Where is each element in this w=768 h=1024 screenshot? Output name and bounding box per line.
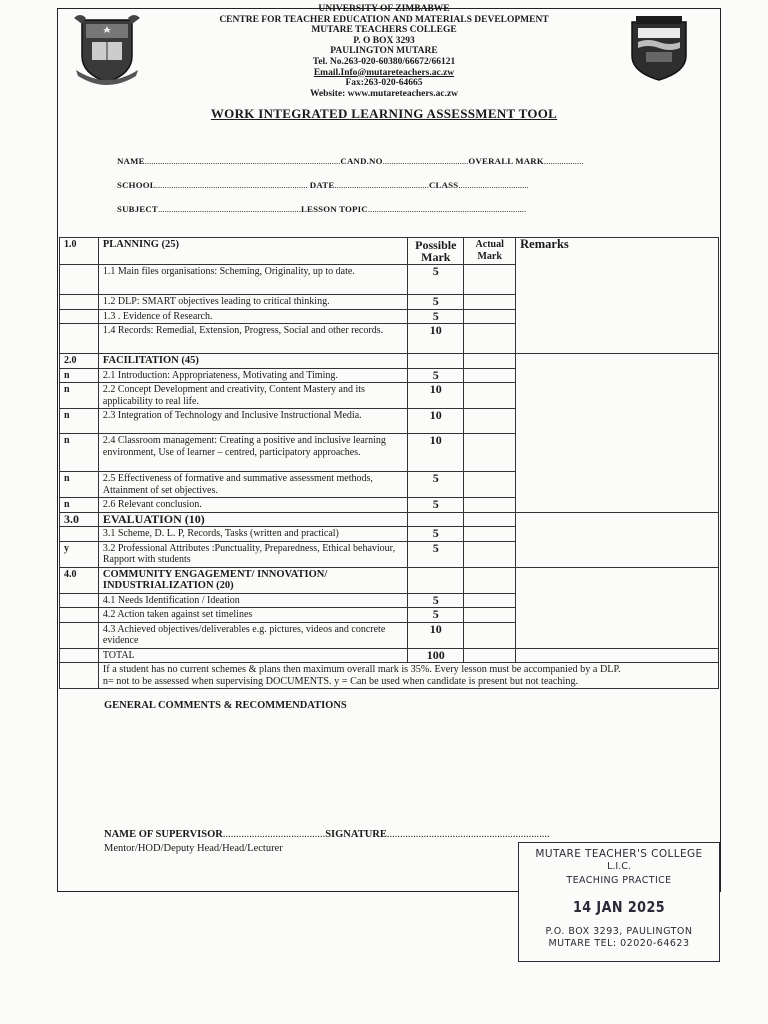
section-title-evaluation: EVALUATION (10) xyxy=(98,512,407,527)
actual-mark-cell[interactable] xyxy=(464,593,516,608)
assessment-flag xyxy=(60,527,99,542)
possible-mark: 5 xyxy=(408,541,464,567)
stamp-lic: L.I.C. xyxy=(607,861,631,872)
assessment-flag: n xyxy=(60,498,99,513)
actual-mark-cell[interactable] xyxy=(464,324,516,354)
possible-mark: 5 xyxy=(408,472,464,498)
website: Website: www.mutareteachers.ac.zw xyxy=(309,88,459,99)
name-label: NAME xyxy=(117,156,145,166)
table-row xyxy=(60,567,719,593)
criterion-text: 1.1 Main files organisations: Scheming, Originality, up to date. xyxy=(98,265,407,295)
form-title: WORK INTEGRATED LEARNING ASSESSMENT TOOL xyxy=(210,106,558,121)
field-row-name: NAME.........................................................................................CAND.NO.......................................OVERALL MARK.................. xyxy=(117,156,584,166)
table-row xyxy=(60,238,719,265)
possible-mark: 5 xyxy=(408,527,464,542)
assessment-flag: n xyxy=(60,409,99,434)
section-number: 2.0 xyxy=(60,354,99,369)
criterion-text: 2.4 Classroom management: Creating a positive and inclusive learning environment, Use of learner – centred, participatory approaches. xyxy=(98,434,407,472)
section-title-community: COMMUNITY ENGAGEMENT/ INNOVATION/ INDUSTRIALIZATION (20) xyxy=(98,567,407,593)
remarks-cell-community[interactable] xyxy=(516,567,719,648)
possible-mark: 5 xyxy=(408,593,464,608)
actual-mark-cell[interactable] xyxy=(464,527,516,542)
stamp-department: TEACHING PRACTICE xyxy=(566,875,672,886)
college-date-stamp xyxy=(518,842,720,962)
supervisor-line: NAME OF SUPERVISOR.......................................SIGNATURE.............................................................. xyxy=(104,829,550,840)
field-row-school: SCHOOL..................................................................... DATE...........................................CLASS................................ xyxy=(117,180,529,190)
criterion-text: 1.4 Records: Remedial, Extension, Progress, Social and other records. xyxy=(98,324,407,354)
criterion-text: 2.1 Introduction: Appropriateness, Motivating and Timing. xyxy=(98,368,407,383)
actual-mark-cell[interactable] xyxy=(464,265,516,295)
field-row-subject: SUBJECT.................................................................LESSON TOPIC........................................................................ xyxy=(117,204,527,214)
university-name: UNIVERSITY OF ZIMBABWE xyxy=(318,4,450,14)
actual-mark-cell[interactable] xyxy=(464,409,516,434)
total-actual-mark-cell[interactable] xyxy=(464,648,516,663)
fax: Fax:263-020-64665 xyxy=(345,78,423,89)
note-row xyxy=(60,663,719,689)
criterion-text: 2.6 Relevant conclusion. xyxy=(98,498,407,513)
total-possible-mark: 100 xyxy=(408,648,464,663)
actual-mark-cell[interactable] xyxy=(464,295,516,310)
actual-mark-cell[interactable] xyxy=(464,472,516,498)
assessment-notes xyxy=(98,663,718,689)
criterion-text: 1.2 DLP: SMART objectives leading to critical thinking. xyxy=(98,295,407,310)
school-label: SCHOOL xyxy=(117,180,156,190)
actual-mark-cell[interactable] xyxy=(464,434,516,472)
stamp-college: MUTARE TEACHER'S COLLEGE xyxy=(535,848,703,860)
actual-mark-header: Actual Mark xyxy=(464,238,516,265)
actual-mark-cell[interactable] xyxy=(464,541,516,567)
actual-mark-cell[interactable] xyxy=(464,608,516,623)
assessment-flag: y xyxy=(60,541,99,567)
table-row xyxy=(60,354,719,369)
possible-mark-header: Possible Mark xyxy=(408,238,464,265)
criterion-text: 4.2 Action taken against set timelines xyxy=(98,608,407,623)
criterion-text: 2.2 Concept Development and creativity, Content Mastery and its applicability to real life. xyxy=(98,383,407,409)
remarks-cell-planning[interactable] xyxy=(516,238,719,354)
possible-mark: 10 xyxy=(408,324,464,354)
criterion-text: 4.1 Needs Identification / Ideation xyxy=(98,593,407,608)
centre-name: CENTRE FOR TEACHER EDUCATION AND MATERIALS DEVELOPMENT xyxy=(219,14,549,25)
stamp-telephone: MUTARE TEL: 02020-64623 xyxy=(548,938,690,949)
remarks-cell-evaluation[interactable] xyxy=(516,512,719,567)
criterion-text: 1.3 . Evidence of Research. xyxy=(98,309,407,324)
section-number: 3.0 xyxy=(60,512,99,527)
signature-label: SIGNATURE xyxy=(325,829,387,840)
section-number: 1.0 xyxy=(60,238,99,265)
remarks-cell-facilitation[interactable] xyxy=(516,354,719,513)
possible-mark: 5 xyxy=(408,368,464,383)
table-row xyxy=(60,512,719,527)
possible-mark: 5 xyxy=(408,265,464,295)
assessment-flag: n xyxy=(60,383,99,409)
cand-no-label: CAND.NO xyxy=(340,156,383,166)
criterion-text: 4.3 Achieved objectives/deliverables e.g. pictures, videos and concrete evidence xyxy=(98,622,407,648)
stamp-date: 14 JAN 2025 xyxy=(572,898,666,916)
possible-mark: 10 xyxy=(408,622,464,648)
assessment-table xyxy=(59,237,719,689)
criterion-text: 2.5 Effectiveness of formative and summative assessment methods, Attainment of set objectives. xyxy=(98,472,407,498)
town: PAULINGTON MUTARE xyxy=(330,46,438,57)
supervisor-name-label: NAME OF SUPERVISOR xyxy=(104,829,223,840)
assessment-flag: n xyxy=(60,472,99,498)
possible-mark: 5 xyxy=(408,295,464,310)
actual-mark-cell[interactable] xyxy=(464,622,516,648)
lesson-topic-label: LESSON TOPIC xyxy=(300,204,368,214)
total-row xyxy=(60,648,719,663)
actual-mark-cell[interactable] xyxy=(464,498,516,513)
actual-mark-cell[interactable] xyxy=(464,309,516,324)
total-label: TOTAL xyxy=(98,648,407,663)
telephone: Tel. No.263-020-60380/66672/66121 xyxy=(312,56,456,67)
possible-mark: 10 xyxy=(408,409,464,434)
email: Email.Info@mutareteachers.ac.zw xyxy=(313,67,455,78)
class-label: CLASS xyxy=(428,180,459,190)
general-comments-heading: GENERAL COMMENTS & RECOMMENDATIONS xyxy=(104,700,347,711)
section-title-planning: PLANNING (25) xyxy=(98,238,407,265)
actual-mark-cell[interactable] xyxy=(464,368,516,383)
possible-mark: 10 xyxy=(408,383,464,409)
note-flags: n= not to be assessed when supervising DOCUMENTS. y = Can be used when candidate is present but not teaching. xyxy=(102,675,579,687)
assessment-flag: n xyxy=(60,368,99,383)
note-schemes: If a student has no current schemes & plans then maximum overall mark is 35%. Every lesson must be accompanied by a DLP. xyxy=(102,664,621,675)
overall-mark-label: OVERALL MARK xyxy=(468,156,544,166)
stamp-address: P.O. BOX 3293, PAULINGTON xyxy=(545,926,693,937)
college-name: MUTARE TEACHERS COLLEGE xyxy=(311,25,457,36)
actual-mark-cell[interactable] xyxy=(464,383,516,409)
subject-label: SUBJECT xyxy=(117,204,158,214)
postal-box: P. O BOX 3293 xyxy=(353,35,415,46)
assessment-flag: n xyxy=(60,434,99,472)
criterion-text: 3.1 Scheme, D. L. P, Records, Tasks (written and practical) xyxy=(98,527,407,542)
letterhead xyxy=(0,4,768,99)
possible-mark: 5 xyxy=(408,608,464,623)
possible-mark: 10 xyxy=(408,434,464,472)
criterion-text: 2.3 Integration of Technology and Inclusive Instructional Media. xyxy=(98,409,407,434)
possible-mark: 5 xyxy=(408,309,464,324)
section-title-facilitation: FACILITATION (45) xyxy=(98,354,407,369)
criterion-text: 3.2 Professional Attributes :Punctuality, Preparedness, Ethical behaviour, Rapport with students xyxy=(98,541,407,567)
section-number: 4.0 xyxy=(60,567,99,593)
supervisor-roles: Mentor/HOD/Deputy Head/Head/Lecturer xyxy=(104,843,283,854)
possible-mark: 5 xyxy=(408,498,464,513)
remarks-header: Remarks xyxy=(520,237,569,251)
date-label: DATE xyxy=(309,180,335,190)
